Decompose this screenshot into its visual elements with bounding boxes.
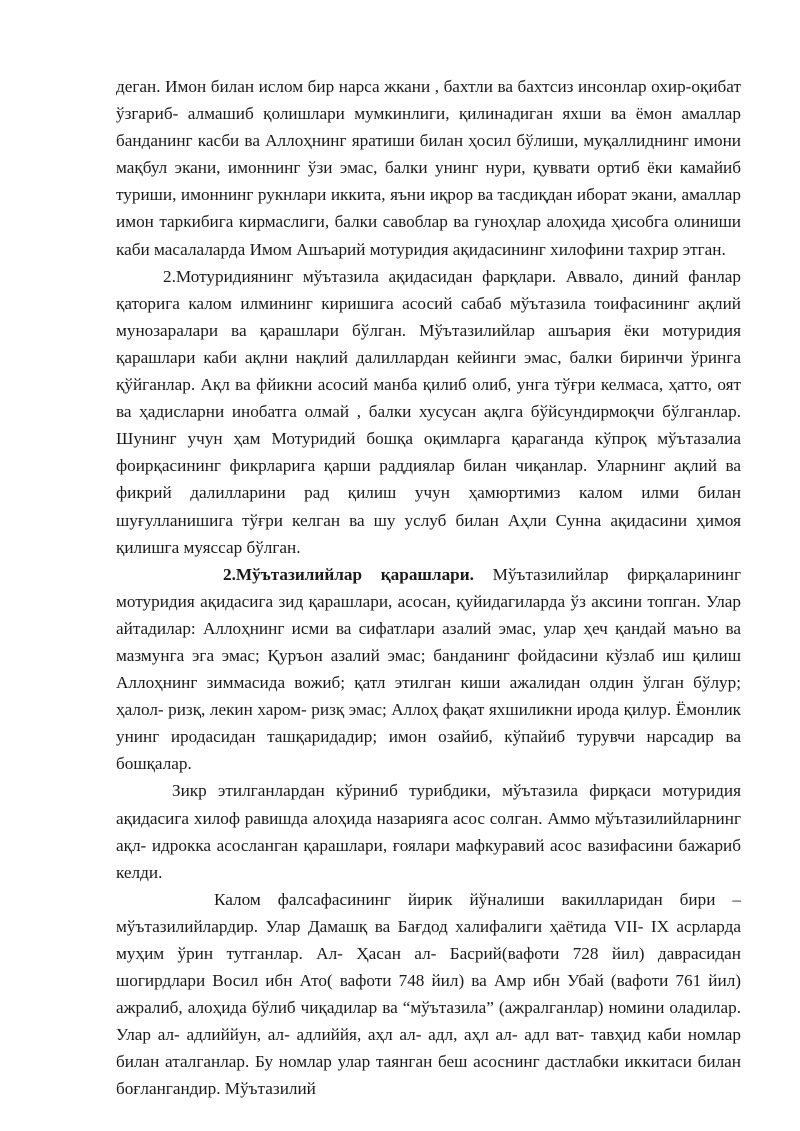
paragraph-conclusion: Зикр этилганлардан кўриниб турибдики, мўътазила фирқаси мотуридия ақидасига хилоф равишда алоҳида назарияга асос солган. Аммо мўътазилийларнинг ақл- идрокка асосланган қарашлари, ғоялари мафкуравий асос вазифасини бажариб келди. [116,781,741,882]
paragraph-mutazila-views [116,561,741,778]
paragraph-body: Мўътазилийлар фирқаларининг мотуридия ақидасига зид қарашлари, асосан, қуйидагиларда ўз аксини топган. Улар айтадилар: Аллоҳнинг исми ва сифатлари азалий эмас, улар ҳеч қандай маъно ва мазмунга эга эмас; Қуръон азалий эмас; банданинг фойдасини кўзлаб иш қилиш Аллоҳнинг зиммасида вожиб; қатл этилган киши ажалидан олдин ўлган бўлур; ҳалол- ризқ, лекин харом- ризқ эмас; Аллоҳ фақат яхшиликни ирода қилур. Ёмонлик унинг иродасидан ташқаридадир; имон озайиб, кўпайиб турувчи нарсадир ва бошқалар. [116,564,741,774]
paragraph-maturidi-differences: 2.Мотуридиянинг мўътазила ақидасидан фарқлари. Аввало, диний фанлар қаторига калом илмининг киришига асосий сабаб мўътазила тоифасининг ақлий мунозаралари ва қарашлари бўлган. Мўътазилийлар ашъария ёки мотуридия қарашлари каби ақлни нақлий далиллардан кейинги эмас, балки биринчи ўринга қўйганлар. Ақл ва фйикни асосий манба қилиб олиб, унга тўғри келмаса, ҳатто, оят ва ҳадисларни инобатга олмай , балки хусусан ақлга бўйсундирмоқчи бўлганлар. Шунинг учун ҳам Мотуридий бошқа оқимларга қараганда кўпроқ мўътазалиа фоирқасининг фикрларига қарши раддиялар билан чиқанлар. Уларнинг ақлий ва фикрий далилларини рад қилиш учун ҳамюртимиз калом илми билан шуғулланишига тўғри келган ва шу услуб билан Аҳли Сунна ақидасини ҳимоя қилишга муяссар бўлган. [116,266,741,557]
section-heading: 2.Мўътазилийлар қарашлари. [223,564,474,584]
paragraph-kalam-philosophy: Калом фалсафасининг йирик йўналиши вакилларидан бири – мўътазилийлардир. Улар Дамашқ ва Бағдод халифалиги ҳаётида VII- IX асрларда муҳим ўрин тутганлар. Ал- Ҳасан ал- Басрий(вафоти 728 йил) даврасидан шогирдлари Восил ибн Ато( вафоти 748 йил) ва Амр ибн Убай (вафоти 761 йил) ажралиб, алоҳида бўлиб чиқадилар ва “мўътазила” (ажралганлар) номини оладилар. Улар ал- адлиййун, ал- адлиййя, аҳл ал- адл, аҳл ал- адл ват- тавҳид каби номлар билан аталганлар. Бу номлар улар таянган беш асоснинг дастлабки иккитаси билан боғлангандир. Мўътазилий [116,889,741,1099]
paragraph-continuation: деган. Имон билан ислом бир нарса жкани , бахтли ва бахтсиз инсонлар охир-оқибат ўзгариб- алмашиб қолишлари мумкинлиги, қилинадиган яхши ва ёмон амаллар банданинг касби ва Аллоҳнинг яратиши билан ҳосил бўлиши, муқаллиднинг имони мақбул экани, имоннинг ўзи эмас, балки унинг нури, қуввати ортиб ёки камайиб туриши, имоннинг рукнлари иккита, яъни иқрор ва тасдиқдан иборат экани, амаллар имон таркибига кирмаслиги, балки савоблар ва гуноҳлар алоҳида ҳисобга олиниши каби масалаларда Имом Ашъарий мотуридия ақидасининг хилофини тахрир этган. [116,77,741,259]
document-page [116,73,741,1103]
